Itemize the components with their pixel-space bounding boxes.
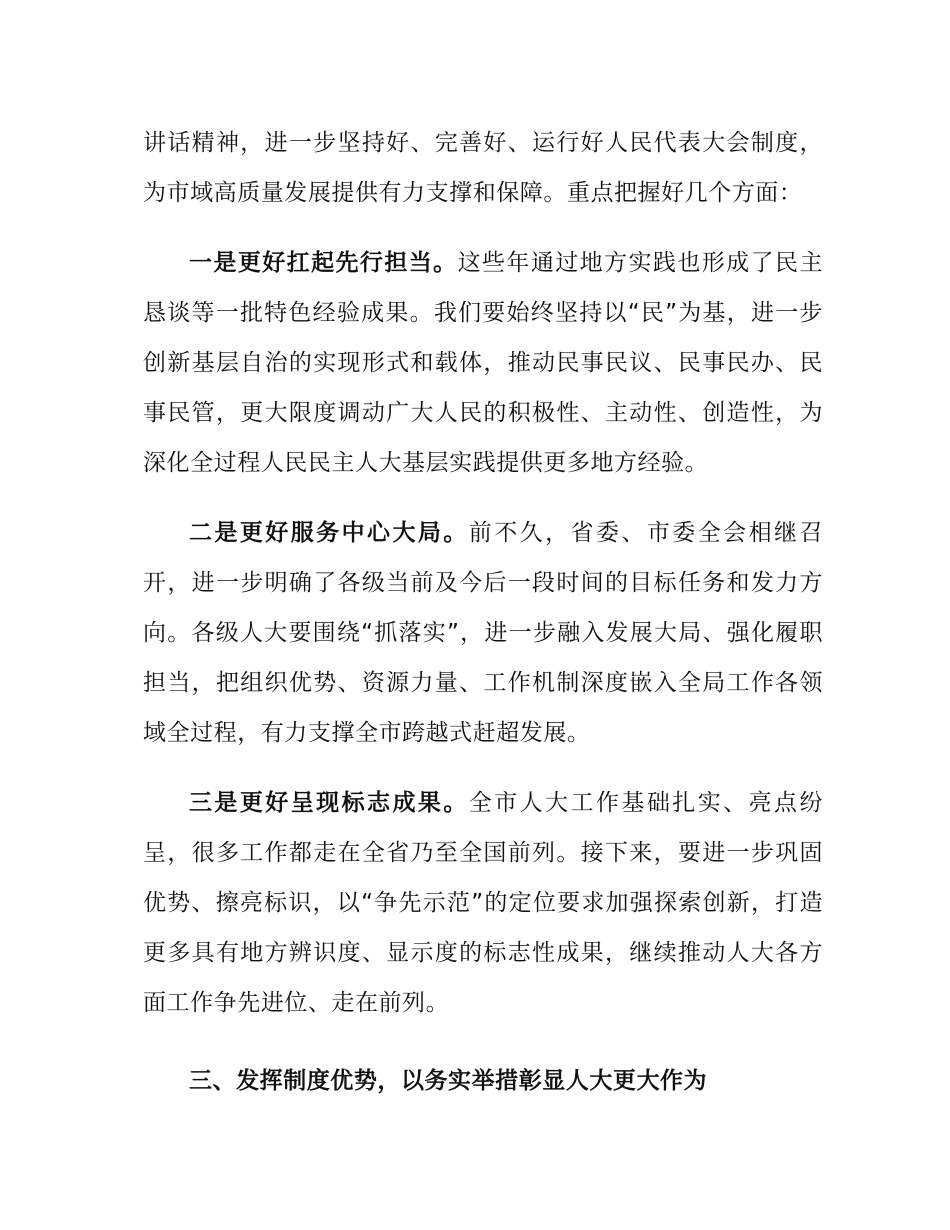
point-body-1: 这些年通过地方实践也形成了民主恳谈等一批特色经验成果。我们要始终坚持以“民”为基，进一步创新基层自治的实现形式和载体，推动民事民议、民事民办、民事民管，更大限度调动广大人民的积极性、主动性、创造性，为深化全过程人民民主人大基层实践提供更多地方经验。 [143, 250, 823, 476]
point-paragraph-1 [143, 238, 823, 488]
point-body-3: 全市人大工作基础扎实、亮点纷呈，很多工作都走在全省乃至全国前列。接下来，要进一步巩固优势、擦亮标识，以“争先示范”的定位要求加强探索创新，打造更多具有地方辨识度、显示度的标志性成果，继续推动人大各方面工作争先进位、走在前列。 [143, 790, 823, 1016]
point-body-2: 前不久，省委、市委全会相继召开，进一步明确了各级当前及今后一段时间的目标任务和发力方向。各级人大要围绕“抓落实”，进一步融入发展大局、强化履职担当，把组织优势、资源力量、工作机制深度嵌入全局工作各领域全过程，有力支撑全市跨越式赶超发展。 [143, 520, 823, 746]
point-lead-1: 一是更好扛起先行担当。 [189, 250, 458, 276]
point-lead-3: 三是更好呈现标志成果。 [189, 790, 469, 816]
point-lead-2: 二是更好服务中心大局。 [189, 520, 469, 546]
point-paragraph-3 [143, 778, 823, 1028]
continuation-paragraph: 讲话精神，进一步坚持好、完善好、运行好人民代表大会制度，为市域高质量发展提供有力支撑和保障。重点把握好几个方面： [143, 130, 823, 206]
document-body [143, 118, 823, 1106]
point-paragraph-2 [143, 508, 823, 758]
section-heading: 三、发挥制度优势，以务实举措彰显人大更大作为 [189, 1068, 708, 1094]
